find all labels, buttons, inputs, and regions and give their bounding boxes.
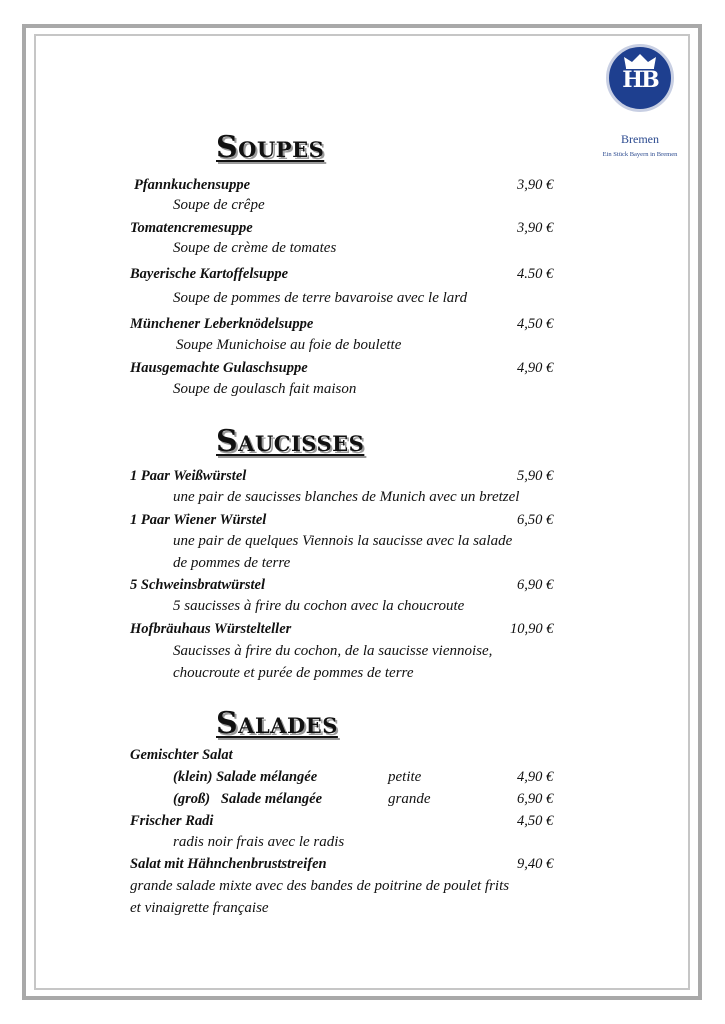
menu-item-price: 10,90 €	[510, 621, 554, 637]
logo-city: Bremen	[621, 132, 659, 146]
menu-item-description: grande salade mixte avec des bandes de poitrine de poulet frits	[130, 878, 510, 894]
logo-tagline: Ein Stück Bayern in Bremen	[602, 151, 678, 158]
menu-item-description: Saucisses à frire du cochon, de la saucisse viennoise,	[173, 643, 493, 659]
menu-item-name: Tomatencremesuppe	[130, 220, 253, 236]
menu-item-name: Salat mit Hähnchenbruststreifen	[130, 856, 327, 872]
menu-item-size: petite	[388, 769, 422, 785]
menu-item-name: Gemischter Salat	[130, 747, 233, 763]
menu-item-price: 3,90 €	[517, 220, 554, 236]
menu-item-price: 4,90 €	[517, 769, 554, 785]
menu-item-name: Pfannkuchensuppe	[134, 177, 251, 193]
menu-item-name: (klein) Salade mélangée	[173, 769, 318, 785]
menu-item-size: grande	[388, 791, 431, 807]
hb-logo	[598, 44, 682, 158]
section-title-saucisses: Saucisses	[216, 424, 365, 459]
menu-item-price: 5,90 €	[517, 468, 554, 484]
menu-item-description: une pair de quelques Viennois la saucisse avec la salade	[173, 533, 513, 549]
menu-item-price: 9,40 €	[517, 856, 554, 872]
menu-item-price: 4,50 €	[517, 316, 554, 332]
menu-item-description-line2: et vinaigrette française	[130, 900, 269, 916]
menu-item-description: Soupe de goulasch fait maison	[173, 381, 357, 397]
section-title-soupes: Soupes	[216, 130, 325, 165]
menu-item-name: (groß) Salade mélangée	[173, 791, 323, 807]
menu-item-description-line2: choucroute et purée de pommes de terre	[173, 665, 414, 681]
menu-item-price: 6,90 €	[517, 577, 554, 593]
menu-item-description: Soupe Munichoise au foie de boulette	[176, 337, 402, 353]
menu-item-price: 4.50 €	[517, 266, 554, 282]
menu-item-price: 4,90 €	[517, 360, 554, 376]
menu-item-name: 1 Paar Wiener Würstel	[130, 512, 267, 528]
section-title-salades: Salades	[216, 706, 338, 741]
menu-item-name: Münchener Leberknödelsuppe	[130, 316, 314, 332]
menu-item-price: 3,90 €	[517, 177, 554, 193]
menu-item-description-line2: de pommes de terre	[173, 555, 291, 571]
menu-item-description: une pair de saucisses blanches de Munich avec un bretzel	[173, 489, 520, 505]
menu-item-name: 5 Schweinsbratwürstel	[130, 577, 265, 593]
menu-item-name: 1 Paar Weißwürstel	[130, 468, 247, 484]
menu-item-name: Hausgemachte Gulaschsuppe	[130, 360, 308, 376]
menu-item-name: Hofbräuhaus Würstelteller	[130, 621, 292, 637]
menu-item-description: Soupe de pommes de terre bavaroise avec le lard	[173, 290, 468, 306]
logo-emblem	[606, 44, 674, 112]
menu-item-name: Frischer Radi	[130, 813, 214, 829]
logo-monogram: HB	[622, 67, 658, 93]
menu-item-price: 4,50 €	[517, 813, 554, 829]
menu-item-description: Soupe de crème de tomates	[173, 240, 337, 256]
menu-item-description: Soupe de crêpe	[173, 197, 265, 213]
menu-item-name: Bayerische Kartoffelsuppe	[130, 266, 289, 282]
menu-item-description: radis noir frais avec le radis	[173, 834, 345, 850]
menu-item-description: 5 saucisses à frire du cochon avec la choucroute	[173, 598, 465, 614]
menu-item-price: 6,50 €	[517, 512, 554, 528]
menu-item-price: 6,90 €	[517, 791, 554, 807]
